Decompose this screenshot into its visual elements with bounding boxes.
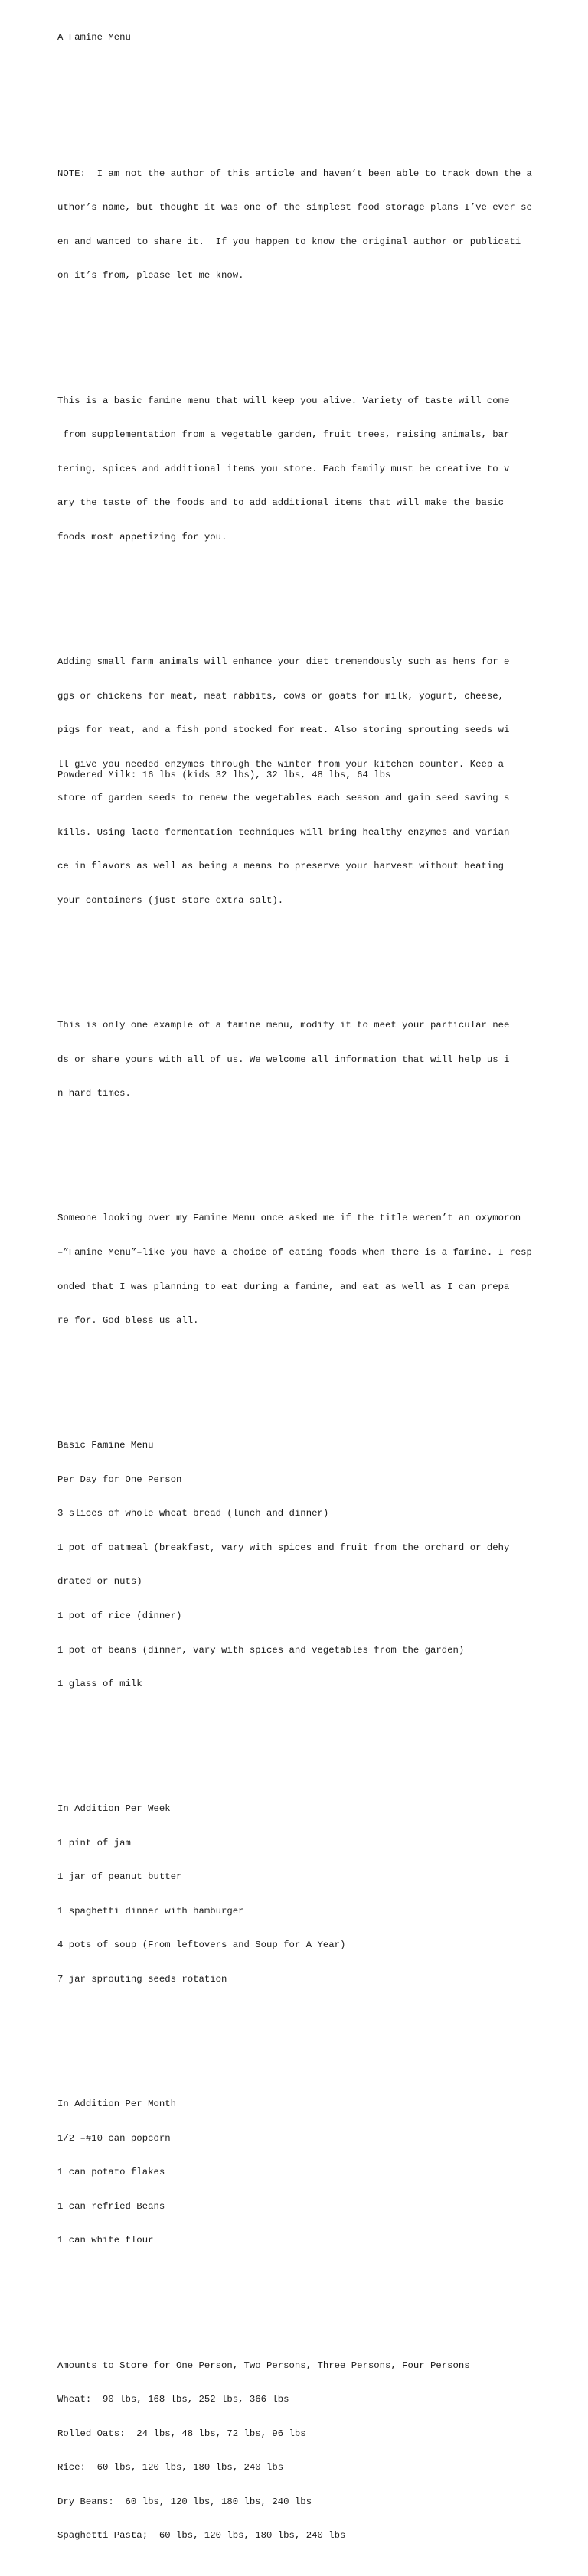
text-line: on it’s from, please let me know. — [57, 270, 244, 282]
list-item: 1 glass of milk — [57, 1679, 142, 1690]
daily-menu-list — [57, 1418, 547, 1713]
text-line: ary the taste of the foods and to add additional items that will make the basic — [57, 497, 504, 509]
list-item: 1 jar of peanut butter — [57, 1871, 182, 1883]
text-line: This is a basic famine menu that will keep you alive. Variety of taste will come — [57, 395, 510, 406]
example-paragraph — [57, 997, 547, 1122]
blank-line — [57, 66, 547, 77]
list-item: drated or nuts) — [57, 1576, 142, 1588]
text-line: ggs or chickens for meat, meat rabbits, cows or goats for milk, yogurt, cheese, — [57, 690, 504, 702]
text-line: Someone looking over my Famine Menu once asked me if the title weren’t an oxymoron — [57, 1213, 521, 1224]
list-item: 4 pots of soup (From leftovers and Soup for A Year) — [57, 1939, 346, 1951]
note-paragraph — [57, 145, 547, 304]
list-item: 1 pint of jam — [57, 1837, 131, 1848]
oxymoron-paragraph — [57, 1190, 547, 1350]
monthly-additions-list — [57, 2076, 547, 2269]
section-heading: In Addition Per Month — [57, 2099, 176, 2110]
list-item: Rice: 60 lbs, 120 lbs, 180 lbs, 240 lbs — [57, 2462, 284, 2473]
storage-amounts-list — [57, 2337, 547, 2565]
blank-line — [57, 588, 547, 600]
list-item: 1 pot of oatmeal (breakfast, vary with spices and fruit from the orchard or dehy — [57, 1542, 510, 1553]
list-item: Rolled Oats: 24 lbs, 48 lbs, 72 lbs, 96 lbs — [57, 2428, 306, 2439]
text-line: n hard times. — [57, 1088, 131, 1099]
list-item: Dry Beans: 60 lbs, 120 lbs, 180 lbs, 240 lbs — [57, 2496, 312, 2507]
intro-paragraph — [57, 373, 547, 565]
list-item: 1/2 –#10 can popcorn — [57, 2132, 171, 2144]
text-line: store of garden seeds to renew the vegetables each season and gain seed saving s — [57, 793, 510, 804]
list-item: 1 pot of rice (dinner) — [57, 1610, 182, 1621]
text-line: uthor’s name, but thought it was one of the simplest food storage plans I’ve ever se — [57, 202, 532, 213]
list-item: 7 jar sprouting seeds rotation — [57, 1973, 227, 1985]
text-line: tering, spices and additional items you store. Each family must be creative to v — [57, 463, 510, 474]
section-heading: Basic Famine Menu — [57, 1440, 154, 1451]
list-item: 3 slices of whole wheat bread (lunch and dinner) — [57, 1508, 329, 1519]
document-body — [57, 9, 547, 2576]
blank-line — [57, 1372, 547, 1383]
text-line: onded that I was planning to eat during a famine, and eat as well as I can prepa — [57, 1281, 510, 1292]
text-line: en and wanted to share it. If you happen to know the original author or publicati — [57, 236, 521, 247]
blank-line — [57, 952, 547, 963]
blank-line — [57, 2292, 547, 2304]
text-line: ds or share yours with all of us. We welcome all information that will help us i — [57, 1054, 510, 1065]
blank-line — [57, 327, 547, 339]
text-line: Adding small farm animals will enhance your diet tremendously such as hens for e — [57, 656, 510, 668]
blank-line — [57, 100, 547, 112]
section-heading: In Addition Per Week — [57, 1803, 171, 1815]
powdered-milk-line: Powdered Milk: 16 lbs (kids 32 lbs), 32 lbs, 48 lbs, 64 lbs — [57, 770, 391, 780]
section-heading: Amounts to Store for One Person, Two Persons, Three Persons, Four Persons — [57, 2359, 470, 2371]
text-line: ll give you needed enzymes through the winter from your kitchen counter. Keep a — [57, 758, 504, 770]
list-item: 1 can white flour — [57, 2235, 154, 2246]
blank-line — [57, 2031, 547, 2042]
text-line: NOTE: I am not the author of this article and haven’t been able to track down the a — [57, 168, 532, 179]
text-line: re for. God bless us all. — [57, 1315, 199, 1327]
list-item: 1 pot of beans (dinner, vary with spices and vegetables from the garden) — [57, 1644, 465, 1656]
text-line: pigs for meat, and a fish pond stocked for meat. Also storing sprouting seeds wi — [57, 725, 510, 736]
text-line: –”Famine Menu”–like you have a choice of eating foods when there is a famine. I resp — [57, 1246, 532, 1258]
weekly-additions-list — [57, 1781, 547, 2008]
list-item: 1 can refried Beans — [57, 2200, 165, 2212]
text-line: This is only one example of a famine menu, modify it to meet your particular nee — [57, 1020, 510, 1031]
farm-animals-paragraph — [57, 633, 547, 929]
text-line: your containers (just store extra salt). — [57, 894, 284, 906]
text-line: from supplementation from a vegetable garden, fruit trees, raising animals, bar — [57, 429, 510, 441]
text-line: ce in flavors as well as being a means to preserve your harvest without heating — [57, 861, 504, 872]
document-title: A Famine Menu — [57, 31, 131, 43]
text-line: foods most appetizing for you. — [57, 531, 227, 542]
blank-line — [57, 1735, 547, 1747]
section-subheading: Per Day for One Person — [57, 1474, 182, 1485]
list-item: 1 can potato flakes — [57, 2167, 165, 2178]
text-line: kills. Using lacto fermentation techniques will bring healthy enzymes and varian — [57, 826, 510, 838]
list-item: Spaghetti Pasta; 60 lbs, 120 lbs, 180 lbs, 240 lbs — [57, 2530, 346, 2542]
list-item: 1 spaghetti dinner with hamburger — [57, 1905, 244, 1917]
blank-line — [57, 1145, 547, 1156]
list-item: Wheat: 90 lbs, 168 lbs, 252 lbs, 366 lbs — [57, 2394, 289, 2405]
